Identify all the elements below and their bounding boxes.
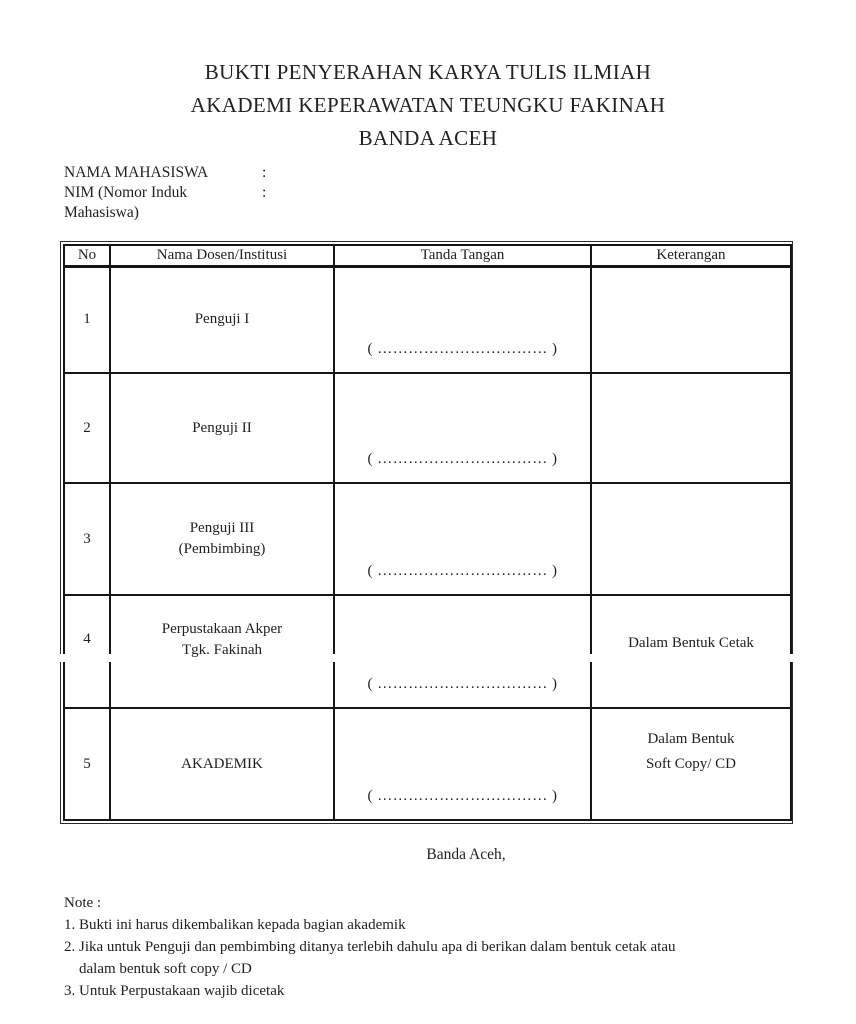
place-date-line bbox=[0, 846, 856, 864]
table-row-perpustakaan bbox=[64, 595, 791, 708]
dosen-name-line-2: Tgk. Fakinah bbox=[182, 641, 262, 658]
keterangan-cell bbox=[591, 483, 791, 595]
keterangan-line-1: Dalam Bentuk bbox=[647, 731, 735, 747]
row-number: 2 bbox=[64, 373, 110, 483]
col-header-no: No bbox=[64, 245, 110, 266]
nim-label: NIM (Nomor Induk Mahasiswa) bbox=[64, 184, 188, 221]
row-number: 1 bbox=[64, 266, 110, 373]
signature-line: ( …………………………… ) bbox=[367, 341, 558, 357]
document-title bbox=[0, 0, 856, 155]
signature-line: ( …………………………… ) bbox=[367, 451, 558, 467]
page-break-artifact bbox=[330, 654, 342, 662]
field-nama-mahasiswa bbox=[64, 163, 856, 183]
note-item-2-continued: dalam bentuk soft copy / CD bbox=[79, 961, 252, 977]
student-info bbox=[64, 163, 856, 223]
signature-cell bbox=[334, 708, 591, 820]
nama-mahasiswa-colon: : bbox=[262, 164, 267, 181]
dosen-name-cell bbox=[110, 708, 334, 820]
dosen-name: Penguji II bbox=[192, 419, 252, 436]
dosen-name-cell bbox=[110, 595, 334, 708]
dosen-name-cell bbox=[110, 266, 334, 373]
place-date-text: Banda Aceh, bbox=[426, 846, 506, 863]
field-nim bbox=[64, 183, 856, 223]
dosen-name: Penguji I bbox=[194, 311, 250, 328]
note-item-1: 1. Bukti ini harus dikembalikan kepada bagian akademik bbox=[64, 917, 406, 933]
keterangan-cell bbox=[591, 373, 791, 483]
page-break-artifact bbox=[589, 654, 601, 662]
nama-mahasiswa-label: NAMA MAHASISWA bbox=[64, 164, 209, 181]
notes-section bbox=[64, 892, 856, 1002]
signature-cell bbox=[334, 373, 591, 483]
keterangan-cell bbox=[591, 708, 791, 820]
signature-line: ( …………………………… ) bbox=[367, 676, 558, 692]
signature-cell bbox=[334, 595, 591, 708]
table-row-penguji-3 bbox=[64, 483, 791, 595]
dosen-name-line-2: (Pembimbing) bbox=[178, 541, 266, 557]
keterangan-cell bbox=[591, 595, 791, 708]
table-row-penguji-2 bbox=[64, 373, 791, 483]
row-number: 3 bbox=[64, 483, 110, 595]
dosen-name-cell bbox=[110, 373, 334, 483]
notes-heading: Note : bbox=[64, 895, 102, 911]
dosen-name-line-1: Perpustakaan Akper bbox=[161, 620, 283, 637]
submission-table-frame bbox=[60, 241, 793, 824]
page-break-artifact bbox=[56, 654, 68, 662]
dosen-name: AKADEMIK bbox=[181, 755, 263, 772]
keterangan-cell bbox=[591, 266, 791, 373]
dosen-name bbox=[111, 518, 333, 560]
col-header-tanda-tangan: Tanda Tangan bbox=[334, 245, 591, 266]
row-number bbox=[64, 595, 110, 708]
row-number: 5 bbox=[64, 708, 110, 820]
col-header-keterangan: Keterangan bbox=[591, 245, 791, 266]
signature-cell bbox=[334, 266, 591, 373]
keterangan-line-2: Soft Copy/ CD bbox=[645, 756, 736, 772]
signature-line: ( …………………………… ) bbox=[367, 788, 558, 804]
dosen-name-cell bbox=[110, 483, 334, 595]
dosen-name bbox=[111, 619, 333, 661]
title-line-1: BUKTI PENYERAHAN KARYA TULIS ILMIAH bbox=[204, 60, 652, 84]
title-line-2: AKADEMI KEPERAWATAN TEUNGKU FAKINAH bbox=[190, 93, 666, 117]
page-break-artifact bbox=[104, 654, 116, 662]
col-header-nama-dosen: Nama Dosen/Institusi bbox=[110, 245, 334, 266]
signature-line: ( …………………………… ) bbox=[367, 563, 558, 579]
nama-mahasiswa-value bbox=[276, 163, 856, 183]
table-row-penguji-1 bbox=[64, 266, 791, 373]
submission-table bbox=[63, 244, 792, 821]
title-line-3: BANDA ACEH bbox=[358, 126, 498, 150]
signature-cell bbox=[334, 483, 591, 595]
page-break-artifact bbox=[784, 654, 796, 662]
note-item-3: 3. Untuk Perpustakaan wajib dicetak bbox=[64, 983, 285, 999]
nim-colon: : bbox=[262, 184, 267, 201]
table-row-akademik bbox=[64, 708, 791, 820]
note-item-2: 2. Jika untuk Penguji dan pembimbing ditanya terlebih dahulu apa di berikan dalam bentuk cetak atau bbox=[64, 939, 676, 955]
keterangan-text bbox=[592, 727, 790, 777]
table-header-row bbox=[64, 245, 791, 266]
nim-value bbox=[276, 183, 856, 223]
row-number-text: 4 bbox=[83, 631, 91, 647]
dosen-name-line-1: Penguji III bbox=[189, 520, 255, 536]
keterangan-text: Dalam Bentuk Cetak bbox=[628, 635, 754, 651]
